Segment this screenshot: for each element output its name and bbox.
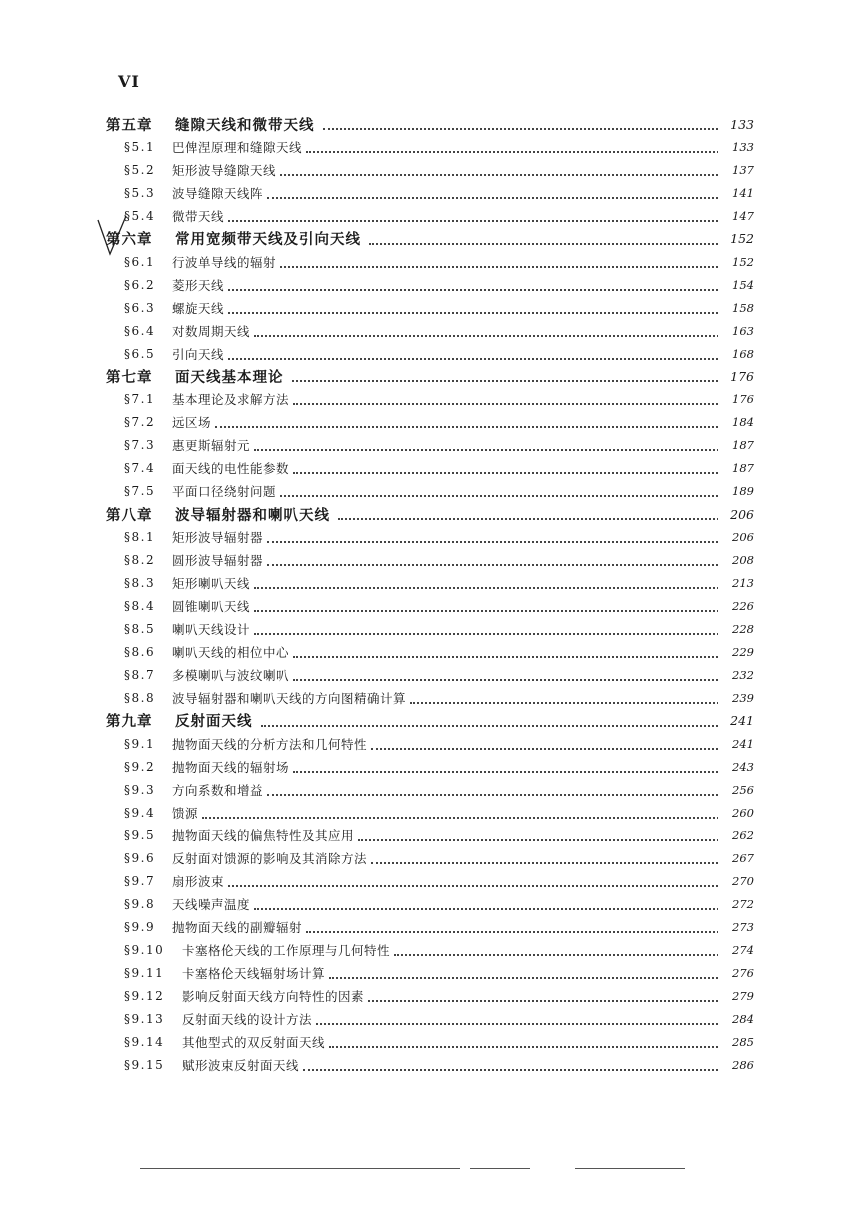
section-entry: [0, 183, 868, 203]
section-number: §6.3: [124, 300, 156, 315]
section-entry: [0, 986, 868, 1006]
section-entry: [0, 252, 868, 272]
page-ref: 243: [718, 760, 754, 774]
chapter-number: 第六章: [106, 231, 153, 249]
page-ref: 267: [718, 851, 754, 865]
page-ref: 260: [718, 806, 754, 820]
section-title: 对数周期天线: [172, 323, 251, 339]
leader-dots: [254, 907, 722, 910]
page-ref: 286: [718, 1058, 754, 1072]
section-title: 多模喇叭与波纹喇叭: [172, 667, 290, 683]
page-ref: 133: [718, 117, 754, 132]
page-ref: 147: [718, 209, 754, 223]
section-number: §9.4: [124, 805, 156, 820]
chapter-title: 波导辐射器和喇叭天线: [175, 504, 336, 525]
section-entry: [0, 734, 868, 754]
section-entry: [0, 665, 868, 685]
section-entry: [0, 206, 868, 226]
section-title: 波导辐射器和喇叭天线的方向图精确计算: [172, 690, 407, 706]
chapter-number: 第八章: [106, 506, 153, 524]
page-ref: 239: [718, 691, 754, 705]
leader-dots: [410, 701, 722, 704]
leader-dots: [228, 357, 722, 360]
section-number: §9.13: [124, 1012, 165, 1027]
section-entry: [0, 963, 868, 983]
leader-dots: [329, 976, 722, 979]
section-entry: [0, 803, 868, 823]
section-entry: [0, 757, 868, 777]
chapter-title: 面天线基本理论: [175, 366, 290, 387]
page-ref: 187: [718, 461, 754, 475]
section-number: §9.6: [124, 851, 156, 866]
leader-dots: [371, 861, 722, 864]
bottom-rule: [470, 1168, 530, 1169]
section-title: 喇叭天线设计: [172, 621, 251, 637]
section-entry: [0, 871, 868, 891]
section-title: 行波单导线的辐射: [172, 254, 277, 270]
section-entry: [0, 412, 868, 432]
section-title: 菱形天线: [172, 277, 225, 293]
section-number: §9.1: [124, 736, 156, 751]
section-title: 矩形波导辐射器: [172, 530, 264, 546]
section-title: 卡塞格伦天线辐射场计算: [182, 966, 326, 982]
leader-dots: [293, 655, 722, 658]
leader-dots: [254, 632, 722, 635]
section-entry: [0, 940, 868, 960]
section-number: §7.5: [124, 484, 156, 499]
section-number: §9.3: [124, 782, 156, 797]
leader-dots: [228, 288, 722, 291]
section-entry: [0, 780, 868, 800]
section-number: §9.8: [124, 897, 156, 912]
section-title: 矩形喇叭天线: [172, 576, 251, 591]
section-number: §9.2: [124, 759, 156, 774]
section-number: §5.4: [124, 208, 156, 223]
section-entry: [0, 160, 868, 180]
leader-dots: [369, 242, 722, 245]
page-ref: 163: [718, 324, 754, 338]
chapter-entry: [0, 504, 868, 524]
leader-dots: [358, 838, 722, 841]
leader-dots: [267, 196, 722, 199]
section-entry: [0, 389, 868, 409]
chapter-number: 第五章: [106, 116, 153, 134]
leader-dots: [261, 724, 722, 727]
section-title: 反射面对馈源的影响及其消除方法: [172, 851, 368, 867]
section-number: §8.7: [124, 667, 156, 682]
section-title: 螺旋天线: [172, 300, 225, 316]
section-number: §9.11: [124, 966, 165, 981]
leader-dots: [267, 793, 722, 796]
section-number: §8.4: [124, 598, 156, 613]
page-ref: 284: [718, 1012, 754, 1026]
leader-dots: [293, 471, 722, 474]
section-number: §8.2: [124, 553, 156, 568]
leader-dots: [323, 127, 722, 130]
page-ref: 272: [718, 897, 754, 911]
page-ref: 176: [718, 369, 754, 384]
section-title: 卡塞格伦天线的工作原理与几何特性: [182, 943, 391, 959]
page-ref: 168: [718, 347, 754, 361]
section-entry: [0, 894, 868, 914]
chapter-number: 第九章: [106, 713, 153, 731]
leader-dots: [267, 540, 722, 543]
section-title: 抛物面天线的副瓣辐射: [172, 920, 303, 936]
leader-dots: [215, 425, 722, 428]
leader-dots: [254, 609, 722, 612]
section-number: §9.15: [124, 1057, 165, 1072]
section-title: 微带天线: [172, 208, 225, 224]
section-title: 面天线的电性能参数: [172, 461, 290, 477]
chapter-entry: [0, 114, 868, 134]
chapter-entry: [0, 229, 868, 249]
page-ref: 276: [718, 966, 754, 980]
leader-dots: [254, 334, 722, 337]
page-ref: 229: [718, 645, 754, 659]
leader-dots: [316, 1022, 722, 1025]
page-ref: 213: [718, 576, 754, 590]
page-ref: 206: [718, 530, 754, 544]
leader-dots: [303, 1068, 722, 1071]
section-number: §7.4: [124, 461, 156, 476]
leader-dots: [228, 219, 722, 222]
leader-dots: [228, 884, 722, 887]
page-ref: 189: [718, 484, 754, 498]
leader-dots: [306, 930, 722, 933]
leader-dots: [280, 265, 722, 268]
section-number: §5.2: [124, 162, 156, 177]
page-ref: 133: [718, 140, 754, 154]
page-ref: 208: [718, 553, 754, 567]
section-title: 远区场: [172, 415, 212, 431]
leader-dots: [267, 563, 722, 566]
chapter-title: 反射面天线: [175, 710, 259, 731]
section-title: 赋形波束反射面天线: [182, 1057, 300, 1073]
section-number: §8.3: [124, 576, 156, 590]
page-ref: 158: [718, 301, 754, 315]
leader-dots: [371, 747, 722, 750]
page-ref: 137: [718, 163, 754, 177]
section-entry: [0, 321, 868, 341]
page-ref: 241: [718, 737, 754, 751]
section-title: 圆锥喇叭天线: [172, 598, 251, 614]
page-ref: 187: [718, 438, 754, 452]
section-title: 基本理论及求解方法: [172, 392, 290, 408]
bottom-rule: [575, 1168, 685, 1169]
section-title: 反射面天线的设计方法: [182, 1012, 313, 1028]
section-entry: [0, 1055, 868, 1075]
leader-dots: [293, 402, 722, 405]
section-title: 平面口径绕射问题: [172, 484, 277, 500]
leader-dots: [280, 494, 722, 497]
leader-dots: [394, 953, 722, 956]
leader-dots: [202, 816, 722, 819]
page-ref: 279: [718, 989, 754, 1003]
section-number: §9.9: [124, 920, 156, 935]
page-number: VI: [118, 72, 140, 91]
leader-dots: [329, 1045, 722, 1048]
page-ref: 206: [718, 507, 754, 522]
page-ref: 285: [718, 1035, 754, 1049]
section-title: 影响反射面天线方向特性的因素: [182, 989, 365, 1005]
section-number: §9.7: [124, 874, 156, 889]
section-entry: [0, 137, 868, 157]
page-ref: 152: [718, 255, 754, 269]
section-entry: [0, 619, 868, 639]
section-entry: [0, 550, 868, 570]
section-title: 波导缝隙天线阵: [172, 185, 264, 201]
section-number: §6.2: [124, 277, 156, 292]
section-number: §7.1: [124, 392, 156, 407]
page-ref: 256: [718, 783, 754, 797]
page-ref: 273: [718, 920, 754, 934]
section-entry: [0, 275, 868, 295]
page-ref: 226: [718, 599, 754, 613]
section-number: §9.5: [124, 828, 156, 843]
leader-dots: [338, 517, 722, 520]
section-entry: [0, 917, 868, 937]
chapter-title: 常用宽频带天线及引向天线: [175, 228, 367, 249]
section-entry: [0, 1009, 868, 1029]
section-number: §8.8: [124, 690, 156, 705]
chapter-title: 缝隙天线和微带天线: [175, 114, 321, 135]
section-entry: [0, 573, 868, 593]
section-entry: [0, 481, 868, 501]
chapter-number: 第七章: [106, 368, 153, 386]
section-entry: [0, 848, 868, 868]
section-title: 抛物面天线的分析方法和几何特性: [172, 736, 368, 752]
section-entry: [0, 596, 868, 616]
section-entry: [0, 1032, 868, 1052]
section-entry: [0, 458, 868, 478]
chapter-entry: [0, 366, 868, 386]
section-number: §5.1: [124, 139, 156, 154]
leader-dots: [254, 586, 722, 589]
section-entry: [0, 298, 868, 318]
section-entry: [0, 688, 868, 708]
page-ref: 154: [718, 278, 754, 292]
leader-dots: [368, 999, 722, 1002]
section-number: §7.2: [124, 415, 156, 430]
section-number: §7.3: [124, 438, 156, 453]
page-ref: 241: [718, 713, 754, 728]
section-title: 扇形波束: [172, 874, 225, 890]
section-number: §6.1: [124, 254, 156, 269]
page-ref: 270: [718, 874, 754, 888]
leader-dots: [306, 150, 722, 153]
section-title: 惠更斯辐射元: [172, 438, 251, 454]
section-title: 天线噪声温度: [172, 897, 251, 913]
page-ref: 184: [718, 415, 754, 429]
section-number: §9.10: [124, 943, 165, 958]
section-title: 抛物面天线的辐射场: [172, 759, 290, 775]
section-title: 引向天线: [172, 346, 225, 362]
page-ref: 176: [718, 392, 754, 406]
section-title: 巴俾涅原理和缝隙天线: [172, 139, 303, 155]
page-ref: 141: [718, 186, 754, 200]
section-title: 其他型式的双反射面天线: [182, 1035, 326, 1050]
page-ref: 232: [718, 668, 754, 682]
section-number: §8.5: [124, 621, 156, 636]
page-ref: 262: [718, 828, 754, 842]
leader-dots: [293, 678, 722, 681]
section-title: 矩形波导缝隙天线: [172, 162, 277, 178]
leader-dots: [280, 173, 722, 176]
section-title: 喇叭天线的相位中心: [172, 644, 290, 660]
section-entry: [0, 642, 868, 662]
leader-dots: [228, 311, 722, 314]
section-number: §5.3: [124, 185, 156, 200]
section-number: §8.1: [124, 530, 156, 545]
section-number: §6.5: [124, 346, 156, 361]
page-ref: 228: [718, 622, 754, 636]
section-entry: [0, 344, 868, 364]
page-ref: 274: [718, 943, 754, 957]
section-title: 抛物面天线的偏焦特性及其应用: [172, 828, 355, 844]
leader-dots: [254, 448, 722, 451]
section-title: 馈源: [172, 805, 199, 821]
section-entry: [0, 825, 868, 845]
page-ref: 152: [718, 231, 754, 246]
bottom-rule: [140, 1168, 460, 1169]
section-number: §9.12: [124, 989, 165, 1004]
section-number: §8.6: [124, 644, 156, 659]
section-title: 方向系数和增益: [172, 782, 264, 798]
chapter-entry: [0, 711, 868, 731]
leader-dots: [293, 770, 722, 773]
leader-dots: [292, 379, 722, 382]
section-entry: [0, 527, 868, 547]
section-entry: [0, 435, 868, 455]
section-number: §6.4: [124, 323, 156, 338]
section-title: 圆形波导辐射器: [172, 553, 264, 569]
section-number: §9.14: [124, 1035, 165, 1049]
